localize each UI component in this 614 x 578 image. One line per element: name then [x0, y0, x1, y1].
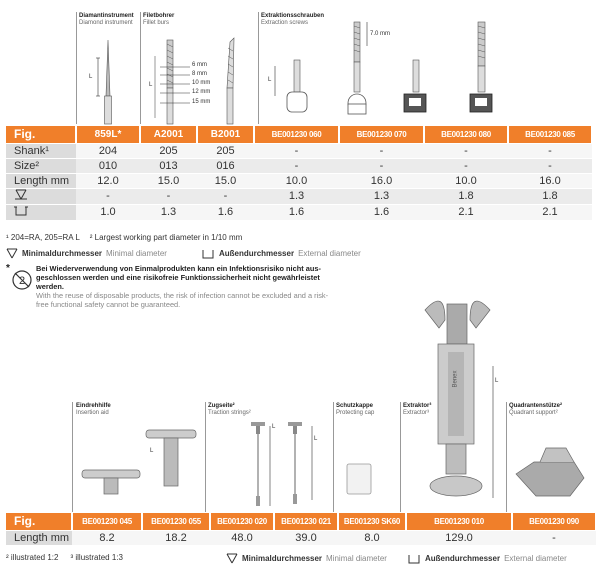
table-row: [6, 188, 592, 204]
traction-string-020-image: [251, 422, 265, 506]
table-cell: 1.3: [339, 188, 424, 204]
group-title: Zugseite²: [208, 403, 235, 409]
external-diameter-icon: [201, 248, 215, 259]
table-row: [6, 204, 592, 220]
table-cell: 39.0: [274, 530, 338, 545]
table-cell: -: [197, 188, 254, 204]
brand-logo: Benex: [452, 370, 459, 388]
table-header-row: [6, 126, 592, 143]
column-header: B2001: [197, 126, 254, 143]
table-cell: 10.0: [424, 173, 508, 188]
table-cell: 15.0: [140, 173, 197, 188]
table-cell: -: [508, 158, 592, 173]
group-title: Quadrantenstütze²: [509, 403, 563, 409]
column-header: BE001230 SK60: [338, 513, 406, 530]
length-marker-label: 10 mm: [192, 80, 211, 86]
extraction-screw-060-image: [275, 60, 307, 112]
group-subtitle: Extractor³: [403, 410, 430, 416]
table-row: [6, 158, 592, 173]
bottom-legend: [226, 553, 567, 564]
table-cell: 1.8: [424, 188, 508, 204]
table-cell: 12.0: [76, 173, 140, 188]
table-row: [6, 143, 592, 158]
table-cell: 8.0: [338, 530, 406, 545]
legend-label: Minimaldurchmesser: [22, 249, 103, 258]
bottom-footnotes: [6, 553, 123, 562]
length-label: L: [314, 436, 318, 442]
length-marker-label: 15 mm: [192, 99, 211, 105]
screw-dimension-label: 7.0 mm: [370, 31, 391, 37]
group-subtitle: Insertion aid: [76, 410, 109, 416]
group-subtitle: Traction strings²: [208, 410, 251, 416]
traction-string-021-image: [288, 422, 302, 504]
table-cell: 1.6: [254, 204, 339, 220]
table-cell: -: [140, 188, 197, 204]
table-cell: -: [508, 143, 592, 158]
group-title: Eindrehhilfe: [76, 403, 111, 409]
column-header: BE001230 055: [142, 513, 210, 530]
table-header-row: [6, 513, 596, 530]
group-title: Extraktor³: [403, 403, 432, 409]
table-cell: -: [424, 158, 508, 173]
table-cell: 2.1: [508, 204, 592, 220]
length-marker-label: 6 mm: [192, 62, 207, 68]
group-title: Filetbohrer: [143, 13, 175, 19]
footnote: ³ illustrated 1:3: [70, 553, 123, 562]
column-header: BE001230 021: [274, 513, 338, 530]
table-cell: 1.0: [76, 204, 140, 220]
table-cell: 8.2: [72, 530, 142, 545]
table-cell: 10.0: [254, 173, 339, 188]
length-label: L: [150, 448, 154, 454]
table-cell: -: [424, 143, 508, 158]
legend-label-en: External diameter: [298, 249, 361, 258]
table-cell: 16.0: [508, 173, 592, 188]
legend-label: Außendurchmesser: [424, 554, 501, 563]
min-diameter-icon: [226, 553, 238, 564]
table-cell: -: [339, 143, 424, 158]
table-cell: 2.1: [424, 204, 508, 220]
table-cell: 010: [76, 158, 140, 173]
ext-diameter-row-label: [6, 204, 76, 220]
length-marker-label: 8 mm: [192, 71, 207, 77]
table-cell: 15.0: [197, 173, 254, 188]
footnote: ² Largest working part diameter in 1/10 mm: [89, 233, 243, 242]
row-label: Length mm: [6, 530, 72, 545]
table-cell: 129.0: [406, 530, 512, 545]
insertion-aid-055-image: [146, 430, 196, 486]
legend-label-en: Minimal diameter: [326, 554, 387, 563]
column-header: 859L*: [76, 126, 140, 143]
legend-label-en: Minimal diameter: [106, 249, 167, 258]
svg-text:2: 2: [18, 275, 26, 287]
group-title: Diamantinstrument: [79, 13, 134, 19]
diamond-instrument-image: [96, 40, 112, 124]
extraction-screw-070-image: [348, 22, 367, 114]
fig-label: Fig.: [6, 513, 72, 530]
length-label: L: [149, 82, 153, 88]
column-header: BE001230 010: [406, 513, 512, 530]
column-header: BE001230 085: [508, 126, 592, 143]
column-header: BE001230 070: [339, 126, 424, 143]
table-cell: -: [339, 158, 424, 173]
table-row: [6, 530, 596, 545]
table-cell: 18.2: [142, 530, 210, 545]
row-label: Shank¹: [6, 143, 76, 158]
group-subtitle: Extraction screws: [261, 20, 309, 26]
length-label: L: [89, 74, 93, 80]
footnote: ¹ 204=RA, 205=RA L: [6, 233, 80, 242]
table-cell: -: [512, 530, 596, 545]
group-title: Schutzkappe: [336, 403, 374, 409]
min-diameter-icon: [6, 248, 18, 259]
top-legend: [6, 248, 361, 259]
top-spec-table: [6, 126, 593, 221]
group-subtitle: Fillet burs: [143, 20, 170, 26]
group-subtitle: Quadrant support²: [509, 410, 558, 416]
bottom-illustrations: [0, 280, 614, 512]
warning-text-en: With the reuse of disposable products, the risk of infection cannot be excluded and a risk-free functional safety cannot be guaranteed.: [36, 291, 329, 309]
extraction-screw-080-image: [404, 60, 426, 112]
table-cell: -: [254, 158, 339, 173]
footnote: ² illustrated 1:2: [6, 553, 59, 562]
top-illustrations: [0, 0, 614, 128]
quadrant-support-image: [516, 448, 584, 496]
table-cell: 013: [140, 158, 197, 173]
length-label: L: [268, 77, 272, 83]
column-header: BE001230 045: [72, 513, 142, 530]
column-header: BE001230 090: [512, 513, 596, 530]
length-label: L: [495, 378, 499, 384]
group-title: Extraktionsschrauben: [261, 13, 325, 19]
table-row: [6, 173, 592, 188]
warning-text-de: Bei Wiederverwendung von Einmalprodukten kann ein Infektionsrisiko nicht aus-geschlossen werden und eine risikofreie Funktionssicherheit nicht gewährleistet werden.: [36, 264, 321, 291]
external-diameter-icon: [14, 205, 28, 217]
column-header: BE001230 020: [210, 513, 274, 530]
fillet-bur-image-2: [227, 38, 234, 124]
legend-label-en: External diameter: [504, 554, 567, 563]
table-cell: 1.6: [197, 204, 254, 220]
fillet-bur-image-1: [167, 40, 173, 124]
row-label: Size²: [6, 158, 76, 173]
length-marker-label: 12 mm: [192, 89, 211, 95]
insertion-aid-045-image: [82, 470, 140, 494]
table-cell: 204: [76, 143, 140, 158]
group-subtitle: Diamond instrument: [79, 20, 133, 26]
length-label: L: [272, 424, 276, 430]
min-diameter-row-label: [6, 188, 76, 204]
table-cell: -: [254, 143, 339, 158]
column-header: BE001230 080: [424, 126, 508, 143]
row-label: Length mm: [6, 173, 76, 188]
bottom-spec-table: [6, 513, 597, 546]
legend-label: Minimaldurchmesser: [242, 554, 323, 563]
column-header: BE001230 060: [254, 126, 339, 143]
group-subtitle: Protecting cap: [336, 410, 375, 416]
fig-label: Fig.: [6, 126, 76, 143]
table-cell: 016: [197, 158, 254, 173]
min-diameter-icon: [14, 189, 28, 201]
extraction-screw-085-image: [470, 22, 492, 112]
table-cell: 16.0: [339, 173, 424, 188]
table-cell: 205: [140, 143, 197, 158]
table-cell: 1.6: [339, 204, 424, 220]
top-footnotes: [6, 233, 242, 242]
legend-label: Außendurchmesser: [218, 249, 295, 258]
table-cell: 1.3: [140, 204, 197, 220]
reuse-warning-icon-block: [6, 263, 36, 287]
table-cell: -: [76, 188, 140, 204]
column-header: A2001: [140, 126, 197, 143]
external-diameter-icon: [407, 553, 421, 564]
table-cell: 1.8: [508, 188, 592, 204]
extractor-image: [425, 301, 490, 496]
table-cell: 205: [197, 143, 254, 158]
table-cell: 1.3: [254, 188, 339, 204]
table-cell: 48.0: [210, 530, 274, 545]
warning-star: *: [6, 263, 10, 274]
protecting-cap-image: [347, 464, 371, 494]
